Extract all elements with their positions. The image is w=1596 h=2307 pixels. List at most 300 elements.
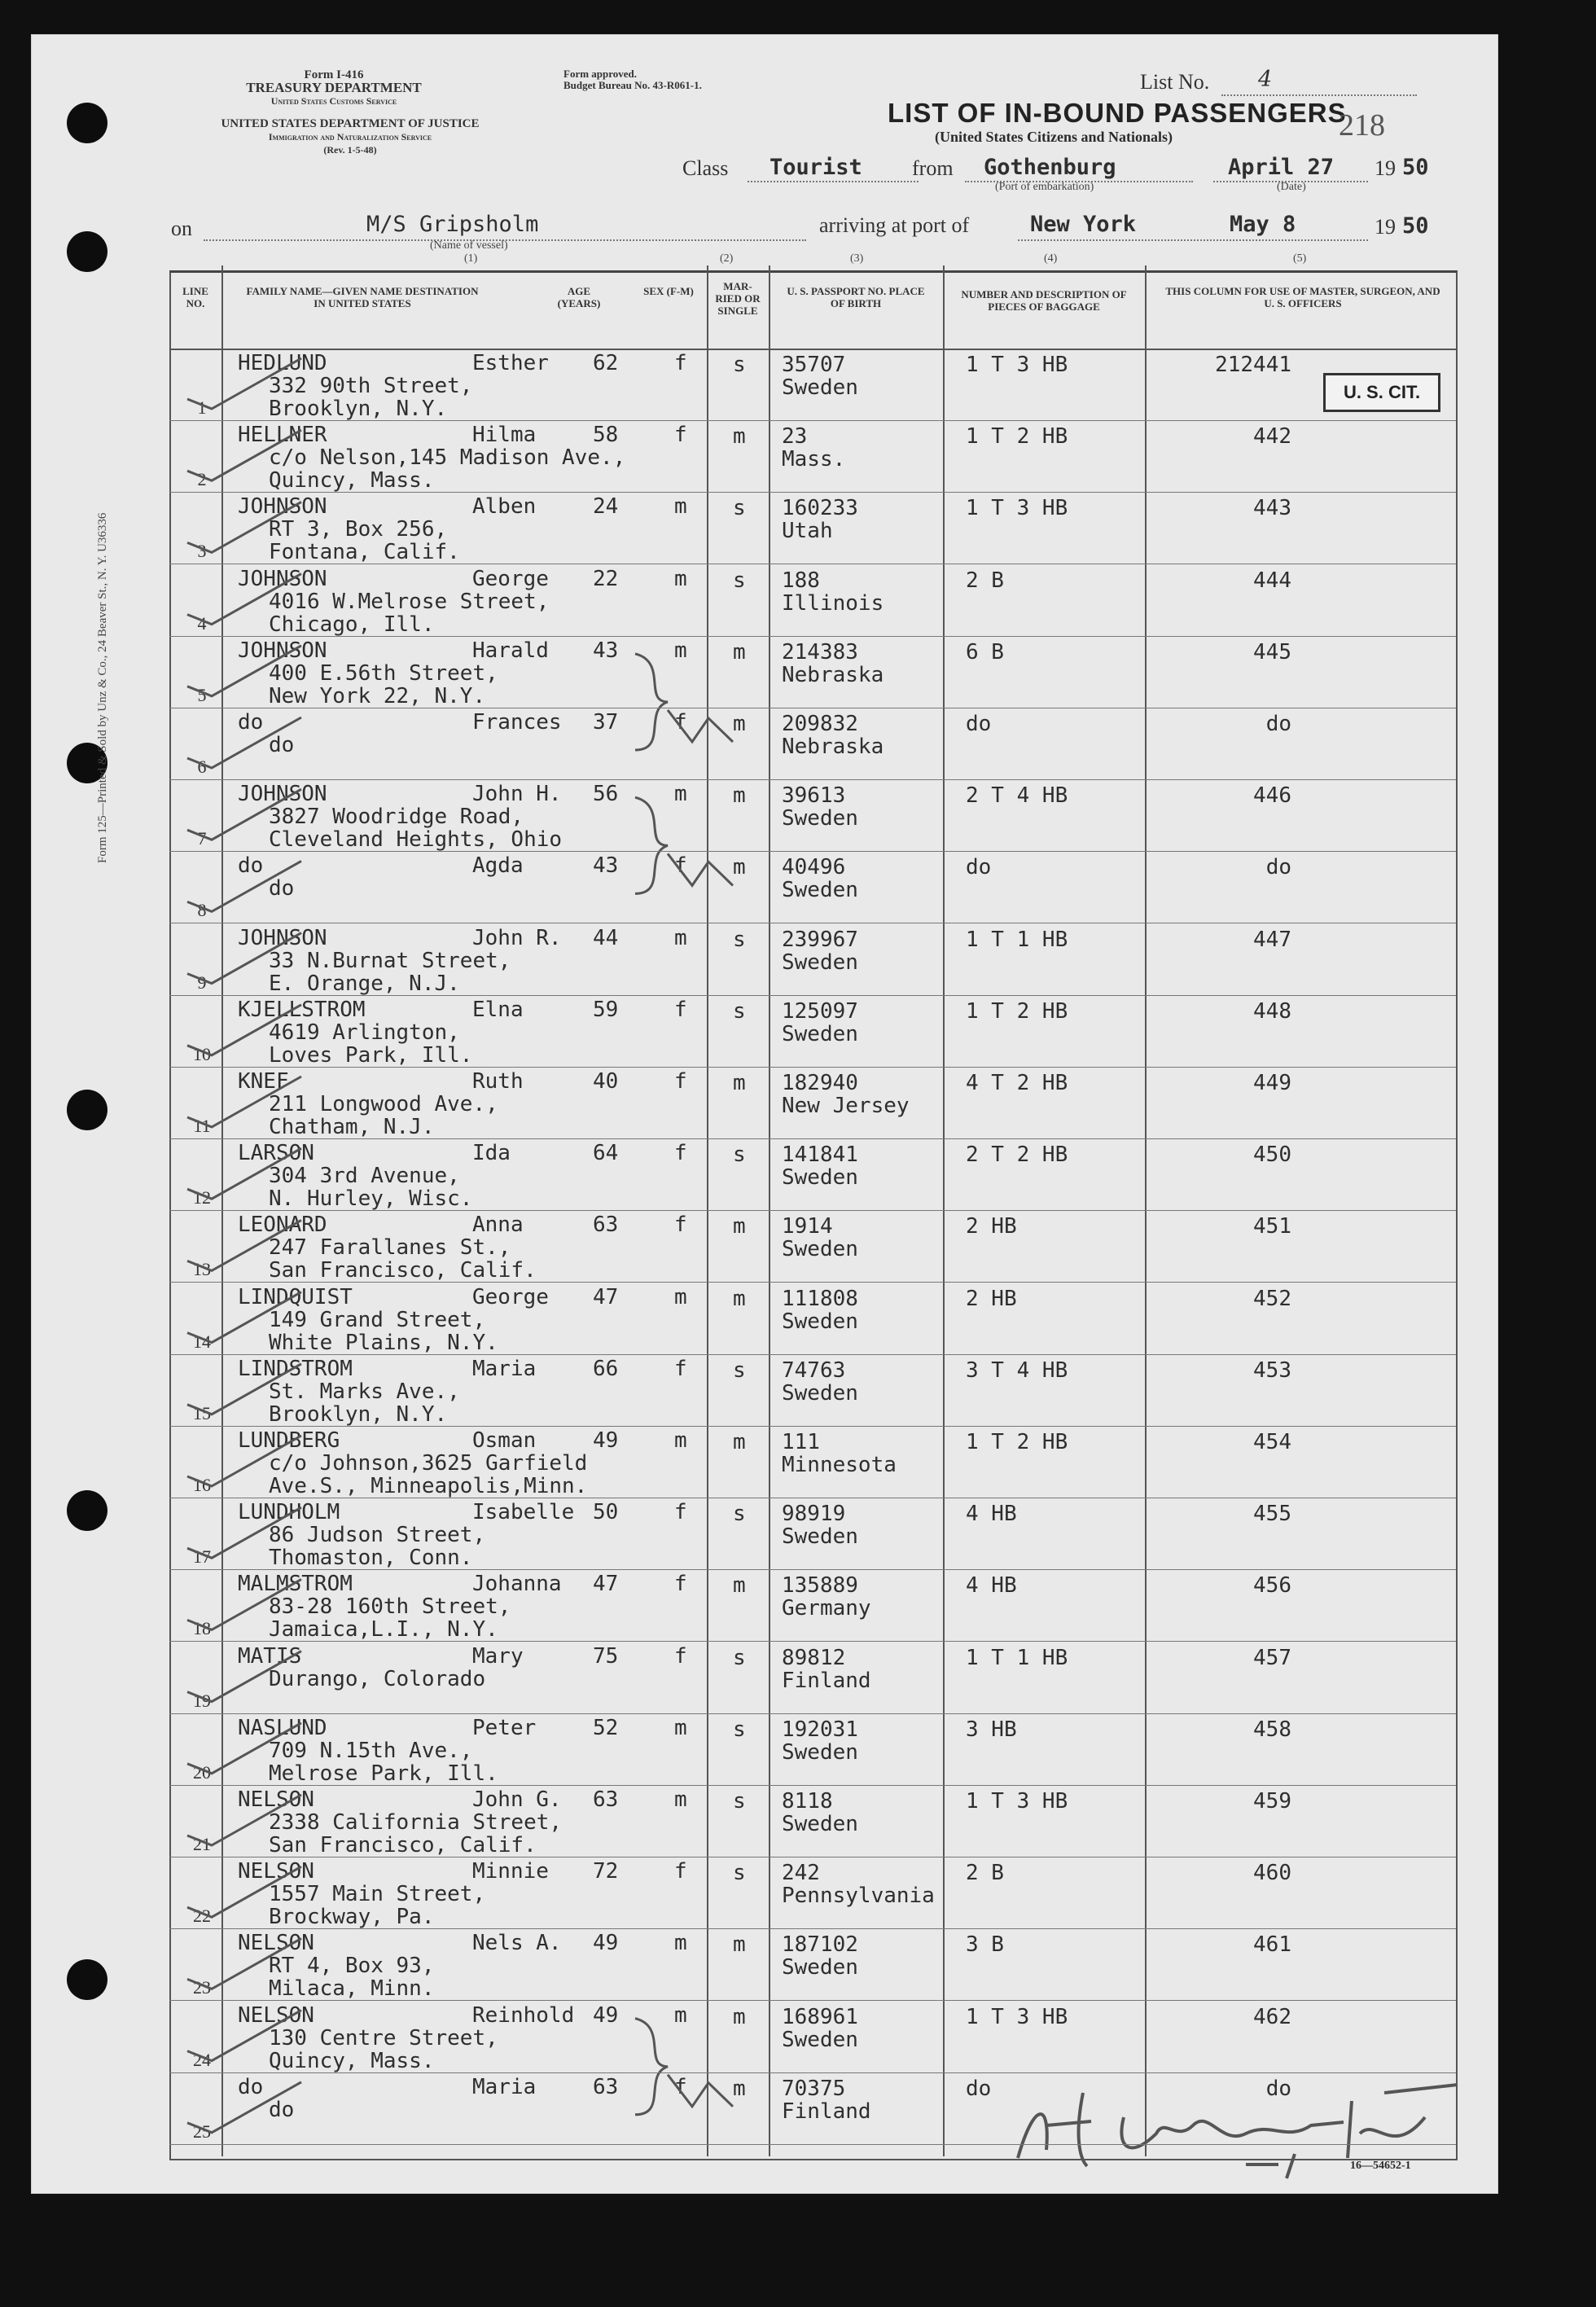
line-number: 4 [197,613,207,634]
surname: JOHNSON [238,926,327,950]
binder-hole [67,103,107,143]
age: 49 [593,1428,619,1453]
baggage: do [966,712,992,736]
sex: m [674,1787,687,1812]
sex: m [674,926,687,950]
marital-status: m [733,640,746,664]
port-embark-caption: (Port of embarkation) [995,181,1094,193]
surname: HELLNER [238,423,327,447]
place-of-birth: Finland [782,2099,871,2124]
sex: f [674,423,687,447]
on-label: on [171,217,192,240]
given-name: Anna [472,1213,524,1237]
row-divider [169,1641,1456,1642]
sex: f [674,1859,687,1884]
address-line-1: RT 3, Box 256, [269,517,448,542]
sex: m [674,494,687,519]
table-row [0,927,1596,998]
address-line-2: Chatham, N.J. [269,1115,435,1139]
address-line-1: 130 Centre Street, [269,2026,498,2050]
sex: m [674,782,687,806]
baggage: 4 T 2 HB [966,1071,1068,1095]
address-line-2: Milaca, Minn. [269,1976,435,2001]
place-of-birth: Sweden [782,806,858,831]
sex: m [674,2003,687,2028]
table-row [0,1932,1596,2003]
place-of-birth: Sweden [782,1381,858,1406]
officer-number: 444 [1253,568,1291,593]
given-name: John H. [472,782,562,806]
baggage: 2 HB [966,1287,1017,1311]
vessel-caption: (Name of vessel) [430,239,508,252]
place-of-birth: Sweden [782,1524,858,1549]
port-of-embarkation: Gothenburg [984,155,1116,180]
col-header-line: LINE NO. [182,285,208,309]
age: 75 [593,1644,619,1669]
baggage: 1 T 1 HB [966,1646,1068,1670]
officer-number: 459 [1253,1789,1291,1814]
address-line-1: 247 Farallanes St., [269,1235,511,1260]
marital-status: s [733,1358,746,1383]
address-line-1: RT 4, Box 93, [269,1954,435,1978]
passport-number: 182940 [782,1071,858,1095]
place-of-birth: Sweden [782,1022,858,1046]
place-of-birth: Sweden [782,1309,858,1334]
line-number: 19 [193,1691,211,1711]
row-divider [169,779,1456,780]
sex: f [674,351,687,375]
officer-number: do [1265,855,1291,879]
address-line-2: N. Hurley, Wisc. [269,1186,473,1211]
passport-number: 70375 [782,2077,846,2101]
marital-status: m [733,2077,746,2101]
surname: do [238,2075,264,2099]
address-line-1: 400 E.56th Street, [269,661,498,686]
officer-number: 462 [1253,2005,1291,2029]
surname: KJELLSTROM [238,998,366,1022]
table-row [0,495,1596,567]
table-row [0,1070,1596,1142]
address-line-1: 211 Longwood Ave., [269,1092,498,1116]
table-row [0,1142,1596,1213]
table-row [0,1286,1596,1357]
marital-status: m [733,1932,746,1957]
sex: m [674,638,687,663]
address-line-2: Fontana, Calif. [269,540,460,564]
marital-status: m [733,712,746,736]
surname: NELSON [238,1931,314,1955]
marital-status: m [733,1287,746,1311]
date-caption: (Date) [1277,181,1306,193]
address-line-1: 332 90th Street, [269,374,473,398]
address-line-2: White Plains, N.Y. [269,1331,498,1355]
surname: NASLUND [238,1716,327,1740]
form-code: 16—54652-1 [1350,2160,1411,2172]
table-row [0,998,1596,1070]
place-of-birth: Sweden [782,375,858,400]
table-row [0,1357,1596,1429]
officer-number: do [1265,2077,1291,2101]
age: 49 [593,2003,619,2028]
given-name: Isabelle [472,1500,575,1524]
row-divider [169,1426,1456,1427]
address-line-2: Chicago, Ill. [269,612,435,637]
sex: f [674,853,687,878]
baggage: 1 T 2 HB [966,424,1068,449]
age: 43 [593,853,619,878]
baggage: 1 T 2 HB [966,1430,1068,1454]
sailing-date: April 27 [1228,155,1335,180]
table-row [0,1788,1596,1860]
surname: JOHNSON [238,494,327,519]
passport-number: 187102 [782,1932,858,1957]
age: 47 [593,1572,619,1596]
budget-approval: Form approved. Budget Bureau No. 43-R061-1. [563,68,702,91]
given-name: Minnie [472,1859,549,1884]
line-number: 13 [193,1259,211,1279]
officer-number: 460 [1253,1861,1291,1885]
line-number: 6 [197,757,207,777]
table-row [0,639,1596,711]
given-name: Esther [472,351,549,375]
officer-number: 457 [1253,1646,1291,1670]
address-line-1: 709 N.15th Ave., [269,1739,473,1763]
surname: HEDLUND [238,351,327,375]
col-num-4: (4) [1044,252,1058,265]
address-line-1: 83-28 160th Street, [269,1594,511,1619]
line-number: 15 [193,1403,211,1423]
given-name: Osman [472,1428,537,1453]
given-name: John R. [472,926,562,950]
baggage: 1 T 3 HB [966,1789,1068,1814]
baggage: do [966,855,992,879]
address-line-2: Brooklyn, N.Y. [269,397,448,421]
officer-number: 212441 [1215,353,1291,377]
marital-status: m [733,424,746,449]
address-line-2: San Francisco, Calif. [269,1258,537,1283]
passport-number: 35707 [782,353,846,377]
marital-status: m [733,783,746,808]
given-name: Hilma [472,423,537,447]
officer-number: 446 [1253,783,1291,808]
passport-number: 209832 [782,712,858,736]
place-of-birth: Minnesota [782,1453,897,1477]
passport-number: 111 [782,1430,820,1454]
row-divider [169,1713,1456,1714]
line-number: 10 [193,1044,211,1064]
surname: JOHNSON [238,567,327,591]
age: 56 [593,782,619,806]
passport-number: 239967 [782,928,858,952]
address-line-1: 149 Grand Street, [269,1308,486,1332]
surname: do [238,710,264,735]
officer-number: 445 [1253,640,1291,664]
passport-number: 192031 [782,1717,858,1742]
line-number: 9 [197,972,207,993]
sex: m [674,567,687,591]
sex: f [674,2075,687,2099]
row-divider [169,2144,1456,2145]
passport-number: 188 [782,568,820,593]
marital-status: s [733,496,746,520]
officer-number: 455 [1253,1502,1291,1526]
table-row [0,2004,1596,2076]
given-name: Harald [472,638,549,663]
list-no-value: 4 [1258,67,1273,92]
officer-number: 451 [1253,1214,1291,1239]
address-line-1: 2338 California Street, [269,1810,563,1835]
line-number: 20 [193,1762,211,1783]
place-of-birth: Sweden [782,1237,858,1261]
passport-number: 40496 [782,855,846,879]
col-header-passport: U. S. PASSPORT NO. PLACE OF BIRTH [787,285,925,309]
surname: MALMSTROM [238,1572,353,1596]
address-line-2: Quincy, Mass. [269,2049,435,2073]
marital-status: m [733,1430,746,1454]
given-name: Alben [472,494,537,519]
officer-number: 458 [1253,1717,1291,1742]
surname: JOHNSON [238,782,327,806]
col-header-sex: SEX (F-M) [643,285,694,297]
marital-status: s [733,568,746,593]
line-number: 24 [193,2050,211,2070]
officer-number: 452 [1253,1287,1291,1311]
table-row [0,711,1596,783]
address-line-1: 4016 W.Melrose Street, [269,590,550,614]
col-num-2: (2) [720,252,734,265]
baggage: 3 HB [966,1717,1017,1742]
place-of-birth: Sweden [782,1955,858,1980]
surname: LEONARD [238,1213,327,1237]
row-divider [169,1569,1456,1570]
class-value: Tourist [770,155,862,180]
marital-status: m [733,1573,746,1598]
address-line-1: 3827 Woodridge Road, [269,805,524,829]
row-divider [169,2000,1456,2001]
marital-status: s [733,1861,746,1885]
age: 58 [593,423,619,447]
given-name: Maria [472,2075,537,2099]
baggage: 1 T 3 HB [966,496,1068,520]
from-label: from [912,156,954,180]
sailing-year: 50 [1402,155,1429,180]
address-line-2: New York 22, N.Y. [269,684,486,708]
row-divider [169,420,1456,421]
place-of-birth: Mass. [782,447,846,471]
age: 43 [593,638,619,663]
age: 63 [593,1213,619,1237]
passport-number: 23 [782,424,808,449]
baggage: 1 T 2 HB [966,999,1068,1024]
row-divider [169,1210,1456,1211]
baggage: 1 T 1 HB [966,928,1068,952]
baggage: 4 HB [966,1573,1017,1598]
table-row [0,568,1596,639]
col-header-name: FAMILY NAME—GIVEN NAME DESTINATION IN UNITED STATES [246,285,479,309]
age: 66 [593,1357,619,1381]
age: 63 [593,2075,619,2099]
col-header-age: AGE (YEARS) [557,285,601,309]
given-name: Ruth [472,1069,524,1094]
surname: NELSON [238,1859,314,1884]
place-of-birth: Sweden [782,1740,858,1765]
vessel-name: M/S Gripsholm [366,212,539,237]
place-of-birth: Germany [782,1596,871,1621]
col-header-officers: THIS COLUMN FOR USE OF MASTER, SURGEON, AND U. S. OFFICERS [1165,285,1440,309]
table-row [0,1213,1596,1285]
age: 63 [593,1787,619,1812]
officer-number: 443 [1253,496,1291,520]
line-number: 23 [193,1977,211,1998]
address-line-1: 4619 Arlington, [269,1020,460,1045]
address-line-1: 1557 Main Street, [269,1882,486,1906]
page-number: 218 [1339,108,1385,143]
table-row [0,1501,1596,1572]
officer-number: 449 [1253,1071,1291,1095]
row-divider [169,1067,1456,1068]
row-divider [169,1785,1456,1786]
place-of-birth: Utah [782,519,833,543]
line-number: 1 [197,397,207,418]
printer-imprint: Form 125—Printed & Sold by Unz & Co., 24 Beaver St., N. Y. U36336 [96,512,109,863]
given-name: Ida [472,1141,511,1165]
surname: LINDSTROM [238,1357,353,1381]
row-divider [169,1138,1456,1139]
table-row [0,1572,1596,1644]
marital-status: s [733,1646,746,1670]
line-number: 5 [197,685,207,705]
table-row [0,1717,1596,1788]
row-divider [169,1354,1456,1355]
officer-number: 453 [1253,1358,1291,1383]
officer-number: 450 [1253,1143,1291,1167]
surname: do [238,853,264,878]
sex: f [674,710,687,735]
place-of-birth: Sweden [782,2028,858,2052]
place-of-birth: New Jersey [782,1094,910,1118]
table-row [0,423,1596,495]
officer-number: 442 [1253,424,1291,449]
table-row [0,1429,1596,1501]
address-line-2: Cleveland Heights, Ohio [269,827,563,852]
officer-number: do [1265,712,1291,736]
age: 59 [593,998,619,1022]
passport-number: 168961 [782,2005,858,2029]
surname: NELSON [238,1787,314,1812]
line-number: 17 [193,1546,211,1567]
address-line-1: c/o Johnson,3625 Garfield [269,1451,588,1476]
list-no-line [1221,94,1417,96]
col-num-3: (3) [850,252,864,265]
place-of-birth: Finland [782,1669,871,1693]
passport-number: 135889 [782,1573,858,1598]
row-divider [169,1282,1456,1283]
arrival-year: 50 [1402,213,1429,239]
sex: f [674,1357,687,1381]
address-line-1: c/o Nelson,145 Madison Ave., [269,445,626,470]
arriving-label: arriving at port of [819,213,970,237]
baggage: 2 B [966,1861,1004,1885]
col-header-baggage: NUMBER AND DESCRIPTION OF PIECES OF BAGGAGE [961,288,1127,313]
line-number: 18 [193,1618,211,1638]
sex: m [674,1931,687,1955]
given-name: Elna [472,998,524,1022]
address-line-1: do [269,876,295,901]
baggage: 2 T 4 HB [966,783,1068,808]
marital-status: s [733,353,746,377]
given-name: John G. [472,1787,562,1812]
officer-number: 454 [1253,1430,1291,1454]
baggage: do [966,2077,992,2101]
baggage: 2 B [966,568,1004,593]
address-line-2: E. Orange, N.J. [269,971,460,996]
given-name: Maria [472,1357,537,1381]
given-name: Peter [472,1716,537,1740]
baggage: 3 B [966,1932,1004,1957]
table-row [0,1860,1596,1932]
age: 64 [593,1141,619,1165]
marital-status: m [733,1071,746,1095]
address-line-1: 86 Judson Street, [269,1523,486,1547]
age: 62 [593,351,619,375]
address-line-2: San Francisco, Calif. [269,1833,537,1857]
officer-number: 461 [1253,1932,1291,1957]
sex: f [674,1644,687,1669]
line-number: 11 [193,1116,211,1136]
baggage: 2 HB [966,1214,1017,1239]
surname: LUNDHOLM [238,1500,340,1524]
age: 37 [593,710,619,735]
address-line-1: Durango, Colorado [269,1667,486,1691]
officer-number: 456 [1253,1573,1291,1598]
row-divider [169,851,1456,852]
justice-block: UNITED STATES DEPARTMENT OF JUSTICE Immigration and Naturalization Service (Rev. 1-5-48) [221,117,480,156]
given-name: Johanna [472,1572,562,1596]
place-of-birth: Nebraska [782,663,884,687]
given-name: Reinhold [472,2003,575,2028]
marital-status: m [733,855,746,879]
surname: NELSON [238,2003,314,2028]
passport-number: 89812 [782,1646,846,1670]
address-line-1: do [269,2098,295,2122]
header-rule [169,349,1456,350]
row-divider [169,1928,1456,1929]
surname: KNEF [238,1069,289,1094]
age: 22 [593,567,619,591]
list-no-label: List No. [1140,70,1210,94]
col-num-1: (1) [464,252,478,265]
col-header-married: MAR- RIED OR SINGLE [715,280,761,317]
baggage: 4 HB [966,1502,1017,1526]
row-divider [169,636,1456,637]
sex: f [674,1141,687,1165]
row-divider [169,2072,1456,2073]
surname: MATIS [238,1644,302,1669]
baggage: 1 T 3 HB [966,353,1068,377]
age: 50 [593,1500,619,1524]
year-prefix: 19 [1375,156,1396,180]
address-line-2: Melrose Park, Ill. [269,1761,498,1786]
age: 24 [593,494,619,519]
table-row [0,854,1596,926]
address-line-1: do [269,733,295,757]
baggage: 2 T 2 HB [966,1143,1068,1167]
passport-number: 1914 [782,1214,833,1239]
marital-status: m [733,2005,746,2029]
surname: LUNDBERG [238,1428,340,1453]
line-number: 2 [197,469,207,489]
row-divider [169,995,1456,996]
